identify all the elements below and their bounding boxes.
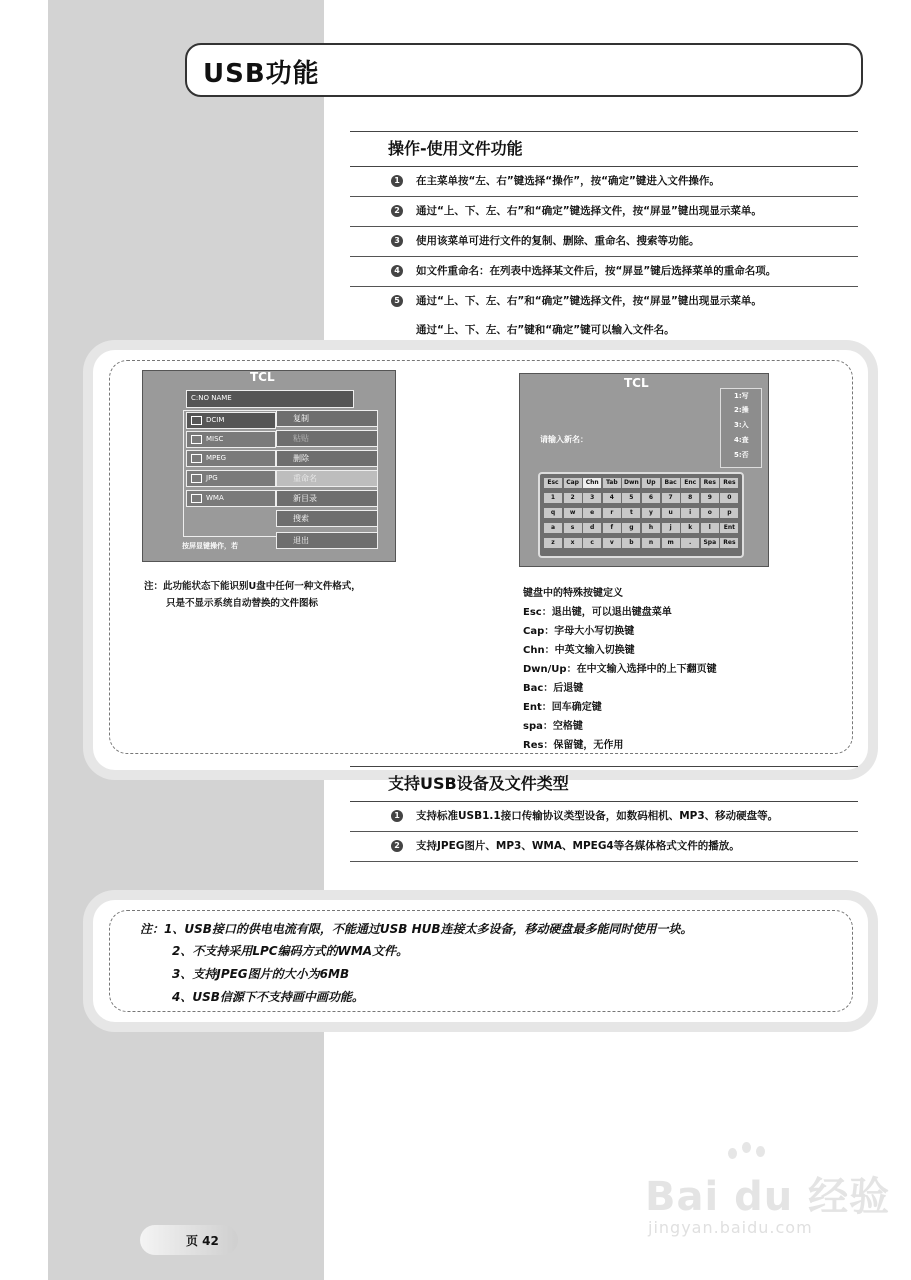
keyboard-key[interactable]: 5: [622, 493, 640, 503]
step-number-icon: 2: [391, 205, 403, 217]
menu-item-search[interactable]: 搜索: [276, 510, 378, 527]
note-line: 2、不支持采用LPC编码方式的WMA文件。: [172, 944, 409, 958]
note-line: 4、USB信源下不支持画中画功能。: [172, 990, 364, 1004]
folder-icon: [191, 494, 202, 503]
drive-header: C:NO NAME: [186, 390, 354, 408]
menu-item-exit[interactable]: 退出: [276, 532, 378, 549]
keyboard-key[interactable]: n: [642, 538, 660, 548]
keyboard-key[interactable]: Dwn: [623, 479, 639, 486]
section-supported-devices: [350, 766, 858, 862]
page-title: USB功能: [203, 59, 320, 89]
keyboard-key[interactable]: u: [662, 508, 680, 518]
list-item: 5 通过“上、下、左、右”和“确定”键选择文件，按“屏显”键出现显示菜单。: [350, 287, 858, 316]
rename-prompt: 请输入新名：: [540, 435, 588, 444]
on-screen-keyboard: [538, 472, 744, 558]
list-item: 1 支持标准USB1.1接口传输协议类型设备，如数码相机、MP3、移动硬盘等。: [350, 802, 858, 832]
key-def-item: Res：保留键，无作用: [523, 740, 624, 751]
keyboard-key[interactable]: w: [564, 508, 582, 518]
keyboard-key[interactable]: f: [603, 523, 621, 533]
key-defs-title: 键盘中的特殊按键定义: [523, 588, 623, 599]
file-row[interactable]: MPEG: [186, 450, 276, 467]
menu-item-new-folder[interactable]: 新目录: [276, 490, 378, 507]
tcl-logo: TCL: [624, 376, 649, 390]
watermark-logo: Bai du 经验: [645, 1174, 891, 1220]
folder-icon: [191, 416, 202, 425]
menu-item-copy[interactable]: 复制: [276, 410, 378, 427]
step-number-icon: 5: [391, 295, 403, 307]
keyboard-key[interactable]: 7: [662, 493, 680, 503]
list-item: 1 在主菜单按“左、右”键选择“操作”，按“确定”键进入文件操作。: [350, 167, 858, 197]
menu-item-paste[interactable]: 粘贴: [276, 430, 378, 447]
key-def-item: Bac：后退键: [523, 683, 584, 694]
input-option[interactable]: 2:操: [734, 406, 749, 414]
list-item: 2 通过“上、下、左、右”和“确定”键选择文件，按“屏显”键出现显示菜单。: [350, 197, 858, 227]
keyboard-key[interactable]: i: [681, 508, 699, 518]
keyboard-key[interactable]: Tab: [603, 478, 621, 488]
keyboard-key[interactable]: 0: [720, 493, 738, 503]
keyboard-key[interactable]: h: [642, 523, 660, 533]
list-item: 2 支持JPEG图片、MP3、WMA、MPEG4等各媒体格式文件的播放。: [350, 832, 858, 862]
input-option[interactable]: 4:查: [734, 436, 749, 444]
keyboard-key[interactable]: b: [622, 538, 640, 548]
paw-icon: [728, 1148, 737, 1159]
key-def-item: Esc：退出键，可以退出键盘菜单: [523, 607, 672, 618]
keyboard-key[interactable]: r: [603, 508, 621, 518]
page-number-pill: [140, 1225, 238, 1255]
folder-icon: [191, 454, 202, 463]
keyboard-key[interactable]: l: [701, 523, 719, 533]
key-def-item: spa：空格键: [523, 721, 583, 732]
section-heading: 操作-使用文件功能: [350, 131, 858, 167]
key-def-item: Cap：字母大小写切换键: [523, 626, 635, 637]
keyboard-key[interactable]: Esc: [544, 478, 562, 488]
page-number: 页 42: [186, 1234, 219, 1248]
keyboard-key[interactable]: 3: [583, 493, 601, 503]
list-item: 4 如文件重命名：在列表中选择某文件后，按“屏显”键后选择菜单的重命名项。: [350, 257, 858, 287]
file-row[interactable]: MISC: [186, 431, 276, 448]
keyboard-key[interactable]: e: [583, 508, 601, 518]
step-number-icon: 1: [391, 810, 403, 822]
step-number-icon: 2: [391, 840, 403, 852]
keyboard-key[interactable]: m: [662, 538, 680, 548]
keyboard-key[interactable]: Ent: [720, 523, 738, 533]
folder-icon: [191, 435, 202, 444]
keyboard-key[interactable]: o: [701, 508, 719, 518]
title-box: [185, 43, 863, 97]
keyboard-key[interactable]: a: [544, 523, 562, 533]
keyboard-key[interactable]: Up: [642, 478, 660, 488]
left-note-line: 只是不显示系统自动替换的文件图标: [166, 598, 319, 609]
watermark-url: jingyan.baidu.com: [648, 1218, 813, 1237]
keyboard-key[interactable]: Cap: [564, 478, 582, 488]
menu-item-delete[interactable]: 删除: [276, 450, 378, 467]
keyboard-key[interactable]: q: [544, 508, 562, 518]
keyboard-key[interactable]: k: [681, 523, 699, 533]
key-def-item: Chn：中英文输入切换键: [523, 645, 635, 656]
paw-icon: [756, 1146, 765, 1157]
step-number-icon: 1: [391, 175, 403, 187]
keyboard-key[interactable]: 6: [642, 493, 660, 503]
keyboard-key[interactable]: Res: [701, 478, 719, 488]
keyboard-key[interactable]: Res: [720, 538, 738, 548]
step-number-icon: 3: [391, 235, 403, 247]
keyboard-key[interactable]: c: [583, 538, 601, 548]
keyboard-key[interactable]: j: [662, 523, 680, 533]
note-line: 注：1、USB接口的供电电流有限，不能通过USB HUB连接太多设备，移动硬盘最多能同时使用一块。: [140, 922, 693, 936]
keyboard-key[interactable]: Bac: [662, 478, 680, 488]
file-row[interactable]: JPG: [186, 470, 276, 487]
keyboard-key[interactable]: Chn: [583, 478, 601, 488]
keyboard-key[interactable]: Enc: [681, 478, 699, 488]
key-def-item: Dwn/Up：在中文输入选择中的上下翻页键: [523, 664, 717, 675]
keyboard-key[interactable]: z: [544, 538, 562, 548]
section-heading: 支持USB设备及文件类型: [350, 766, 858, 802]
keyboard-key[interactable]: p: [720, 508, 738, 518]
list-item-extra: 通过“上、下、左、右”键和“确定”键可以输入文件名。: [350, 316, 858, 346]
list-item: 3 使用该菜单可进行文件的复制、删除、重命名、搜索等功能。: [350, 227, 858, 257]
keyboard-key[interactable]: 1: [544, 493, 562, 503]
keyboard-key[interactable]: t: [622, 508, 640, 518]
keyboard-key[interactable]: x: [564, 538, 582, 548]
keyboard-key[interactable]: 4: [603, 493, 621, 503]
step-number-icon: 4: [391, 265, 403, 277]
keyboard-key[interactable]: d: [583, 523, 601, 533]
tcl-logo: TCL: [250, 370, 275, 384]
menu-item-rename[interactable]: 重命名: [276, 470, 378, 487]
left-note-line: 注：此功能状态下能识别U盘中任何一种文件格式，: [144, 581, 361, 592]
key-def-item: Ent：回车确定键: [523, 702, 602, 713]
keyboard-key[interactable]: Spa: [701, 538, 719, 548]
keyboard-key[interactable]: y: [642, 508, 660, 518]
section-file-operations: [350, 131, 858, 346]
input-option[interactable]: 1:写: [734, 392, 749, 400]
keyboard-key[interactable]: 8: [681, 493, 699, 503]
keyboard-key[interactable]: .: [681, 538, 699, 548]
keyboard-key[interactable]: v: [603, 538, 621, 548]
input-option[interactable]: 5:否: [734, 451, 749, 459]
keyboard-key[interactable]: Res: [720, 478, 738, 488]
keyboard-key[interactable]: 9: [701, 493, 719, 503]
keyboard-key[interactable]: s: [564, 523, 582, 533]
paw-icon: [742, 1142, 751, 1153]
folder-icon: [191, 474, 202, 483]
screen-footer-hint: 按屏显键操作，若: [182, 542, 238, 550]
keyboard-key[interactable]: 2: [564, 493, 582, 503]
input-option[interactable]: 3:入: [734, 421, 749, 429]
file-row[interactable]: DCIM: [186, 412, 276, 429]
note-line: 3、支持JPEG图片的大小为6MB: [172, 967, 350, 981]
file-row[interactable]: WMA: [186, 490, 276, 507]
keyboard-key[interactable]: g: [622, 523, 640, 533]
